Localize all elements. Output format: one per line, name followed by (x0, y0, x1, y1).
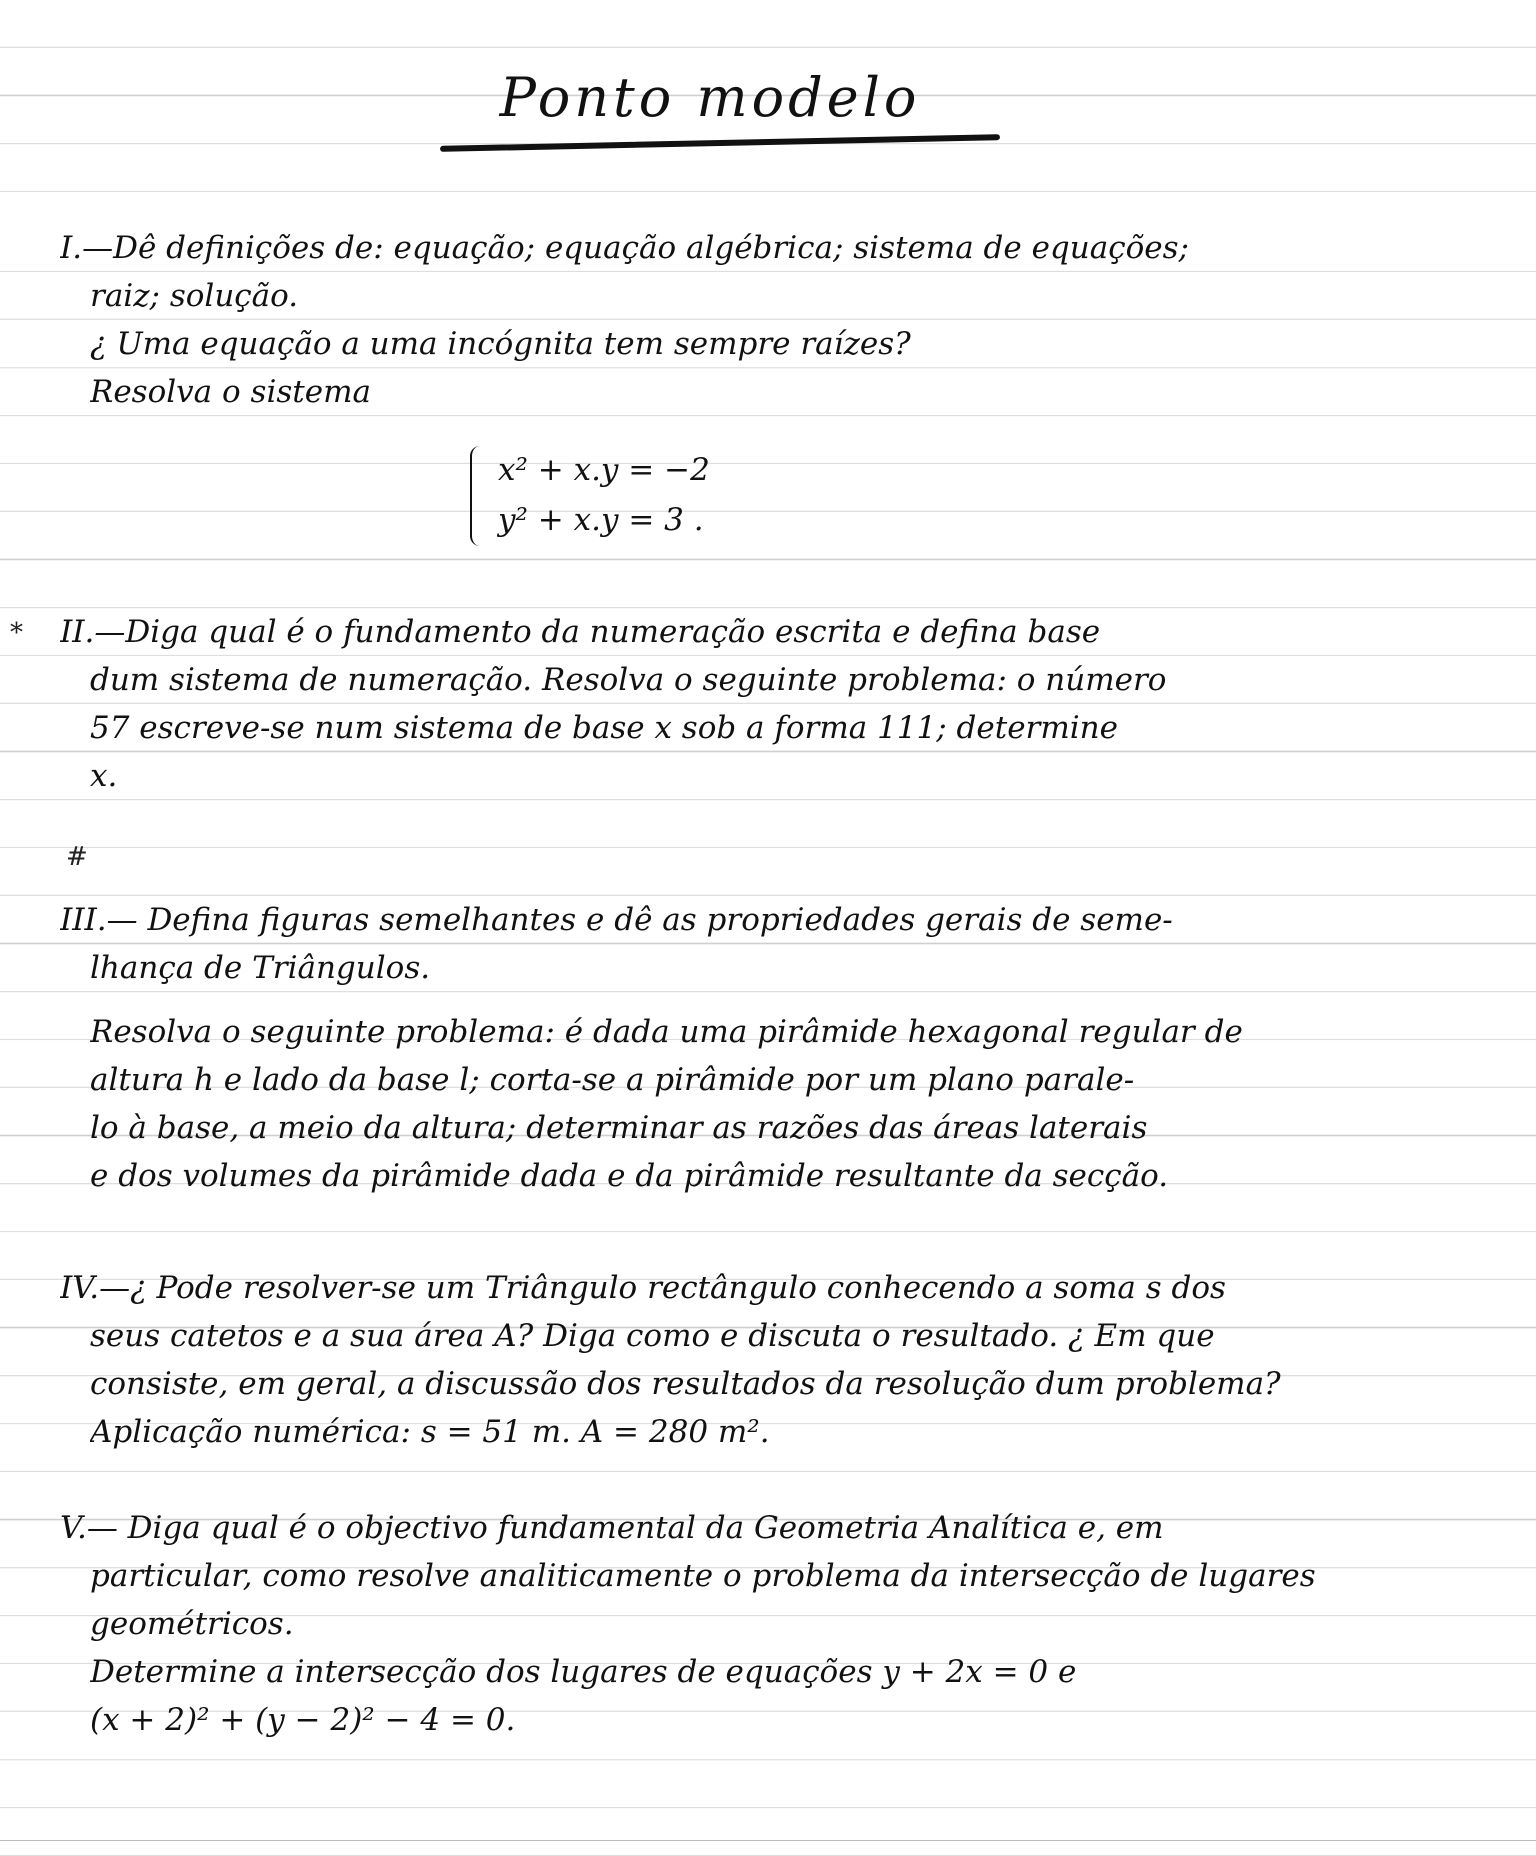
section-V-line-3: geométricos. (90, 1606, 294, 1642)
system-equation-1: x² + x.y = −2 (498, 452, 710, 488)
section-I-line-3: ¿ Uma equação a uma incógnita tem sempre raízes? (90, 326, 911, 362)
section-III-line-4: altura h e lado da base l; corta-se a pirâmide por um plano parale- (90, 1062, 1135, 1098)
page-title: Ponto modelo (499, 66, 921, 129)
equation-system (470, 446, 810, 546)
section-I-line-2: raiz; solução. (90, 278, 299, 314)
bottom-rule (0, 1840, 1536, 1841)
section-V-line-5: (x + 2)² + (y − 2)² − 4 = 0. (90, 1702, 516, 1738)
system-equation-2: y² + x.y = 3 . (498, 502, 704, 538)
section-II-line-4: x. (90, 758, 118, 794)
section-V-line-4: Determine a intersecção dos lugares de equações y + 2x = 0 e (90, 1654, 1077, 1690)
margin-hash: # (66, 842, 88, 872)
section-IV-line-2: seus catetos e a sua área A? Diga como e discuta o resultado. ¿ Em que (90, 1318, 1215, 1354)
section-III-line-5: lo à base, a meio da altura; determinar as razões das áreas laterais (90, 1110, 1148, 1146)
section-II-line-1: II.—Diga qual é o fundamento da numeração escrita e defina base (60, 614, 1101, 650)
section-IV-line-1: IV.—¿ Pode resolver-se um Triângulo rectângulo conhecendo a soma s dos (60, 1270, 1226, 1306)
section-II-line-3: 57 escreve-se num sistema de base x sob a forma 111; determine (90, 710, 1118, 746)
system-brace (470, 446, 486, 546)
section-III-line-2: lhança de Triângulos. (90, 950, 431, 986)
section-III-line-6: e dos volumes da pirâmide dada e da pirâmide resultante da secção. (90, 1158, 1169, 1194)
section-IV-line-4: Aplicação numérica: s = 51 m. A = 280 m². (90, 1414, 770, 1450)
section-IV-line-3: consiste, em geral, a discussão dos resultados da resolução dum problema? (90, 1366, 1281, 1402)
margin-asterisk: * (10, 618, 23, 648)
section-V-line-2: particular, como resolve analiticamente o problema da intersecção de lugares (90, 1558, 1316, 1594)
section-III-line-1: III.— Defina figuras semelhantes e dê as propriedades gerais de seme- (60, 902, 1173, 938)
section-I-line-4: Resolva o sistema (90, 374, 371, 410)
section-I-line-1: I.—Dê definições de: equação; equação algébrica; sistema de equações; (60, 230, 1189, 266)
section-III-line-3: Resolva o seguinte problema: é dada uma pirâmide hexagonal regular de (90, 1014, 1243, 1050)
section-II-line-2: dum sistema de numeração. Resolva o seguinte problema: o número (90, 662, 1167, 698)
section-V-line-1: V.— Diga qual é o objectivo fundamental da Geometria Analítica e, em (60, 1510, 1164, 1546)
